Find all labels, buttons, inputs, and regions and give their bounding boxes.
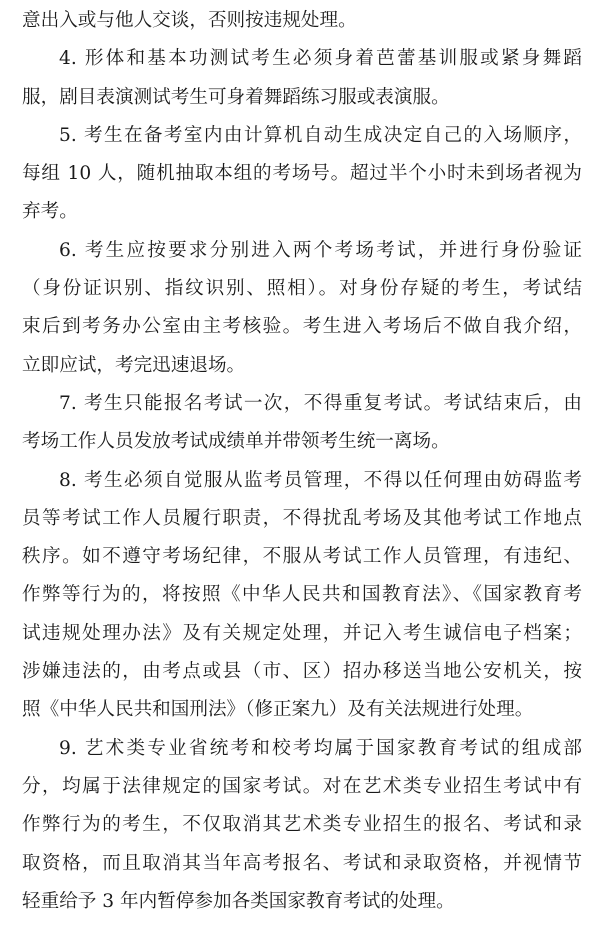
text-line: 试违规处理办法》及有关规定处理，并记入考生诚信电子档案； <box>22 622 582 644</box>
text-line: 取资格，而且取消其当年高考报名、考试和录取资格，并视情节 <box>22 852 582 874</box>
paragraph-5 <box>22 117 582 232</box>
text-line: 每组 10 人，随机抽取本组的考场号。超过半个小时未到场者视为 <box>22 163 582 185</box>
document-page <box>22 2 582 921</box>
paragraph-3-tail <box>22 2 582 40</box>
text-line: 分，均属于法律规定的国家考试。对在艺术类专业招生考试中有 <box>22 775 582 797</box>
paragraph-8 <box>22 462 582 730</box>
paragraph-6 <box>22 232 582 385</box>
paragraph-7 <box>22 385 582 462</box>
text-line: 作弊等行为的，将按照《中华人民共和国教育法》、《国家教育考 <box>22 584 582 606</box>
text-line: 秩序。如不遵守考场纪律，不服从考试工作人员管理，有违纪、 <box>22 546 582 568</box>
text-line: 7. 考生只能报名考试一次，不得重复考试。考试结束后，由 <box>59 392 582 414</box>
text-line: 涉嫌违法的，由考点或县（市、区）招办移送当地公安机关，按 <box>22 661 582 683</box>
text-line: 作弊行为的考生，不仅取消其艺术类专业招生的报名、考试和录 <box>22 814 582 836</box>
paragraph-9 <box>22 730 582 921</box>
text-line: 9. 艺术类专业省统考和校考均属于国家教育考试的组成部 <box>59 737 582 759</box>
text-line: 弃考。 <box>22 201 78 223</box>
text-line: 8. 考生必须自觉服从监考员管理，不得以任何理由妨碍监考 <box>59 469 582 491</box>
text-line: 服，剧目表演测试考生可身着舞蹈练习服或表演服。 <box>22 86 450 108</box>
text-line: 意出入或与他人交谈，否则按违规处理。 <box>22 10 357 31</box>
text-line: 立即应试，考完迅速退场。 <box>22 354 246 376</box>
text-line: 6. 考生应按要求分别进入两个考场考试，并进行身份验证 <box>59 239 582 261</box>
text-line: 考场工作人员发放考试成绩单并带领考生统一离场。 <box>22 431 450 453</box>
text-line: 轻重给予 3 年内暂停参加各类国家教育考试的处理。 <box>22 890 455 912</box>
text-line: 4. 形体和基本功测试考生必须身着芭蕾基训服或紧身舞蹈 <box>59 48 582 70</box>
text-line: 5. 考生在备考室内由计算机自动生成决定自己的入场顺序， <box>59 124 582 146</box>
paragraph-4 <box>22 40 582 117</box>
text-line: （身份证识别、指纹识别、照相）。对身份存疑的考生，考试结 <box>22 278 582 300</box>
text-line: 束后到考务办公室由主考核验。考生进入考场后不做自我介绍， <box>22 316 582 338</box>
text-line: 员等考试工作人员履行职责，不得扰乱考场及其他考试工作地点 <box>22 507 582 529</box>
text-line: 照《中华人民共和国刑法》（修正案九）及有关法规进行处理。 <box>22 699 534 721</box>
